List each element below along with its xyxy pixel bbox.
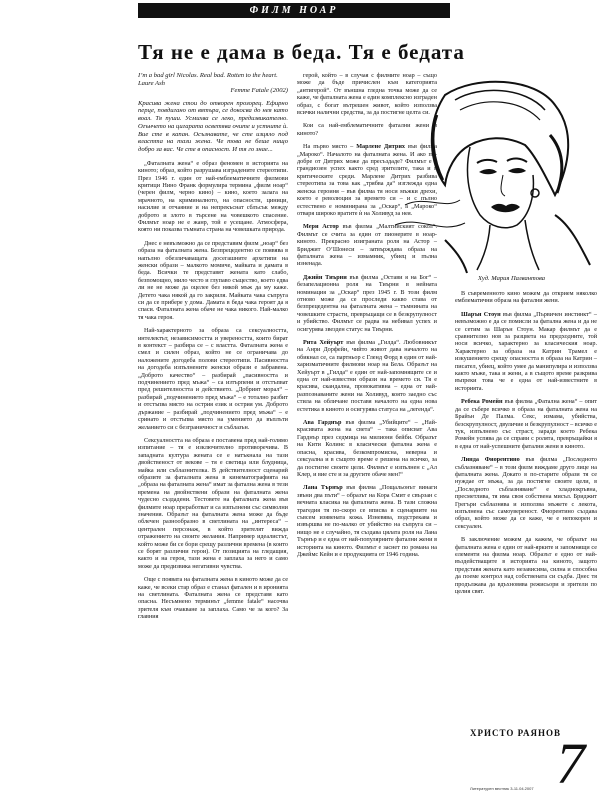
col3-paragraph: Ребека Ромейн във филма „Фатална жена“ – опит да се събере всичко в образа на фаталната жена на Брайън Де Палма. Секс, измама, убийства, безскрупулност, двуличие и безкрупулност – всичко е тук, изпълнено със страст, заради което Ребека Ромейн успява да се справи с ролята, превръщайки я в една от най-успешните фатални жени в киното. [455,398,597,450]
image-credit: Худ. Мария Палвантова [478,275,545,282]
col2-paragraph: Рита Хейуърт във филма „Гилда“. Любовникът на Анри Дорфейн, чийто живот дава началото на обикнал се, са партньор с Гленд Форд в един от най-харизматичните филмови ноар на Бела. Образът на Хейуърт в „Гилда“ е един от най-запомнящите се и една от най-известни образи на времето си. Тя е красива, скандална, провокативна – една от най-разпознаваните жени на Холивуд, която заедно със стила на обличане поставя началото на една нова естетика в киното и осигурява статуса на „легенда“. [297,339,437,413]
lead-paragraph: Красива жена стои до отворен прозорец. Ефирно перце, повдигано от вятъра, се докосва до нея като воал. Тя пуши. Усмихва се леко, предизвикателно. Огънчето на цигарата осветява очите и устните ѝ. Вие сте в капан. Осъзнавате, че сте изцяло под властта на тази жена. Че това не беше нищо добро за вас. Че сте в опасност. И тя го знае... [138,99,288,153]
col3-paragraph: В заключение можем да кажем, че образът на фаталната жена е един от най-ярките и запомнящи се елементи на филма ноар. Образът е едно от най-въздействащите в историята на киното, защото представя жената като независима, силна и способна да поеме контрол над собствената си съдба. Днес тя продължава да вдъхновява режисьори и зрители по целия свят. [455,536,597,596]
column-3 [455,290,597,720]
column-1-body [138,160,288,621]
col2-paragraph: Мери Астор във филма „Малтийският сокол“. Филмът се счита за един от пионерите в ноар-киното. Прекрасно изиграната роля на Астор – Бриджит О’Шонеси – затвърждава образа на фаталната жена – измамник, убиец и пълна изненада. [297,223,437,268]
col2-paragraph: Ава Гарднър във филма „Убийците“ – „Най-красивата жена на света“ – така описват Ава Гарднър през седмица на милиони бейби. Образът на Кити Колинс в класически фатална жена е опасна, красива, безкомпромисна, неверна и сексуална и в същото време е решена на всичко, за да постигне своите цели. Филмът е изпълнен с „Ал Клер, и вие сте и за другите обаче мен!“ [297,419,437,478]
col2-paragraph: Лана Търнър във филма „Пощальонът винаги звъни два пъти“ – образът на Кора Смит е свързан с вечната класика на фаталната жена. В тази сложна трагедия тя по-скоро се вписва в сценариите на съвсем изявената кожа. Изневява, подстрекава и извършва не по-малко от убийство на съпруга си – нищо не е случайно, тя създава цялата роля на Лана Търнър и е една от най-популярните фатални жени в историята на киното. Филмът е заснет по романа на Джеймс Кейн и е продукцията от 1946 година. [297,484,437,558]
epigraph-source: Femme Fatale (2002) [230,87,288,95]
col3-paragraph: В съвременното кино можем да открием няколко емблематични образа на фатални жени. [455,290,597,305]
epigraph-author: Laure Ash [138,79,165,87]
column-3-body [455,290,597,595]
col1-paragraph: Сексуалността на образа е поставена пред най-голямо изпитание – тя е изключително противоречива. В западната култура жената се е натъкнала на тази двойственост от векове – тя е светица или блудница, майка или съблазнителка. В действителност сценарий образите за фаталната жена в кинематографията на „образа на фаталната жена“ имат за фатална жена в тези времена на двойнствени образи на фаталната жена чудесно създадени. Тестовете на фаталната жена във филмите ноар преработват и са изпълнени със символни значения. Образът на фаталната жена може да бъде облечен разнообразно в светлината на „интереса“ – централен персонаж, в който зрителят вижда отражението на своите желания. Например идеалистът, който може би се бори срещу различни времена (в които се борят различни герои). От позицията на гледащия, както и на героя, тази жена е заплаха за него и само може да предизвика негативни чувства. [138,436,288,570]
col3-paragraph: Шарън Стоун във филма „Първичен инстинкт“ – невъзможно е да се помисли за фатална жена и да не се сетим за Шарън Стоун. Макар филмът да е сравнително нов за разцвета на предходните, той носи всичко, характерно за класическия ноар. Характерно за образа на Катрин Трамел е изкушението срещу опасността в образа на Катрин – писател, убиец, който умее да манипулира и използва както мъже, така и жени, а в същото време разкрива въпреки това че е една от най-известните в историята. [455,310,597,392]
col2-paragraph: герой, който – в случая с филмите ноар – също може да бъде причислен към категорията „антигерой“. От външна гледна точка може да се каже, че фаталната жена е един комплексно изграден образ, с богат вътрешен живот, който използва всички налични средства, за да постигне целта си. [297,72,437,117]
col1-paragraph: Още с появата на фаталната жена в киното може да се каже, че всеки стар образ е станал фатален и в иронията на светлината. Фаталната жена се представя като опасна. Несъмнено терминът „femme fatale“ насочва зрителя към очакване за заплаха. Само че за кого? За главния [138,576,288,621]
femme-fatale-portrait-illustration [385,75,598,275]
col3-paragraph: Линда Фиорентино във филма „Последното съблазняване“ – в този филм виждаме друго лице на фаталната жена. Докато в по-старите образи тя се нуждае от мъжа, за да постигне своите цели, в „Последното съблазняване“ е хладнокръвна, пресметлива, тя има своя собствена мисъл. Бриджит Грегъри съблазнява и използва мъжете с лекота, изпълнена със самоувереност. Фиорентино създава образ, който може да се каже, че е непокорен и сексуален. [455,456,597,530]
article-headline: Тя не е дама в беда. Тя е бедата [138,40,465,64]
column-1 [138,72,288,790]
col1-paragraph: „Фаталната жена“ е образ феномен в историята на киното; образ, който разрушава изградените стереотипи. През 1946 г. един от най-емблематичните филмови критици Нино Франк формулира термина „филм ноар“ (черен филм, черно кино) – кино, което залага на мрачното, на криминалното, на опасности, циници, насилие и отчаяние и на непрекъснат сблъсък между доброто и злото в търсене на човешкото спасение. Филмът ноар не е жанр, той е усещане. Атмосфера, която ни показва тъмната страна на човешката природа. [138,159,288,234]
section-banner: ФИЛМ НОАР [138,3,450,18]
col2-paragraph: На първо място – Марлене Дитрих във филма „Мароко“. Началото на фаталната жена. И ако по-добре от Дитрих може да пресъздаде? Филмът е с грандиозен успех както сред зрителите, така и в критическите среди. Марлене Дитрих разбива стереотипа за това как „трябва да“ изглежда една женска героиня – във филма тя носи мъжки дрехи, което е революция за времето си – и с пълно естествено е номинирана за „Оскар“, а „Мароко“ отваря широко вратите ѝ на Холивуд за нея. [297,143,437,217]
col1-paragraph: Най-характерното за образа са сексуалността, интелектът, независимостта и увереността, които бират в контекст – разбира се – с властта. Фаталната жена е смел и силен образ, който не се ограничава до наложените догодеба полови стереотипи. Пасивността на догодеба изпълнените женски образи е забравена. „Доброто качество“ – разбирай „пасивността и подчинението пред мъжа“ – са изтърпени и отстъпват пред решителността и действието. „Добрият морал“ – разбирай „подчинението пред мъжа“ – е тотално разбит и отстъпва място на острия език и острия ум. Доброто държание – разбирай „подчинението пред мъжа“ – е сринато и отстъпва място на умението да въплъти желанието си с безграничност и съблазън. [138,327,288,431]
author-byline: ХРИСТО РАЯНОВ [470,728,561,738]
page-number: 7 [556,731,585,796]
epigraph [138,72,288,95]
col2-paragraph: Джийн Тиърни във филма „Остави я на Бог“ – безапелационна роля на Тиърни в нейната номинация за „Оскар“ през 1945 г. В този филм отново може да се проследи какво става от безпрецедентна на фаталната жена – тъмнината на човешките страсти, превръщащи се в безкрупулност и убийство. Филмът се радва на небивал успех и осигурява звезден статус на Тиърни. [297,273,437,333]
col1-paragraph: Днес е невъзможно да се представим филм „ноар“ без образа на фаталната жена. Безпрецедентно се появява в напълно обезличаващата досегашните архетипи на женски образи – малкото момиче, майката и дамата в беда. Всички те представят жената като слабо, безпомощно, мило често и глупаво същество, което едва ли не не може да оцелее без някой мъж да му каже. Детето чака някой да го закриля. Майката чака съпруга си да се прибере у дома. Дамата в беда чака героят да я спаси. Фаталната жена обаче не чака никого. Най-малко тя чака героя. [138,239,288,321]
epigraph-quote: I’m a bad girl Nicolas. Real bad. Rotten to the heart. [138,72,278,79]
col2-paragraph: Кои са най-емблематичните фатални жени в киното? [297,122,437,137]
footer-note: Литературен вестник 3-11.04.2007 [470,786,534,791]
